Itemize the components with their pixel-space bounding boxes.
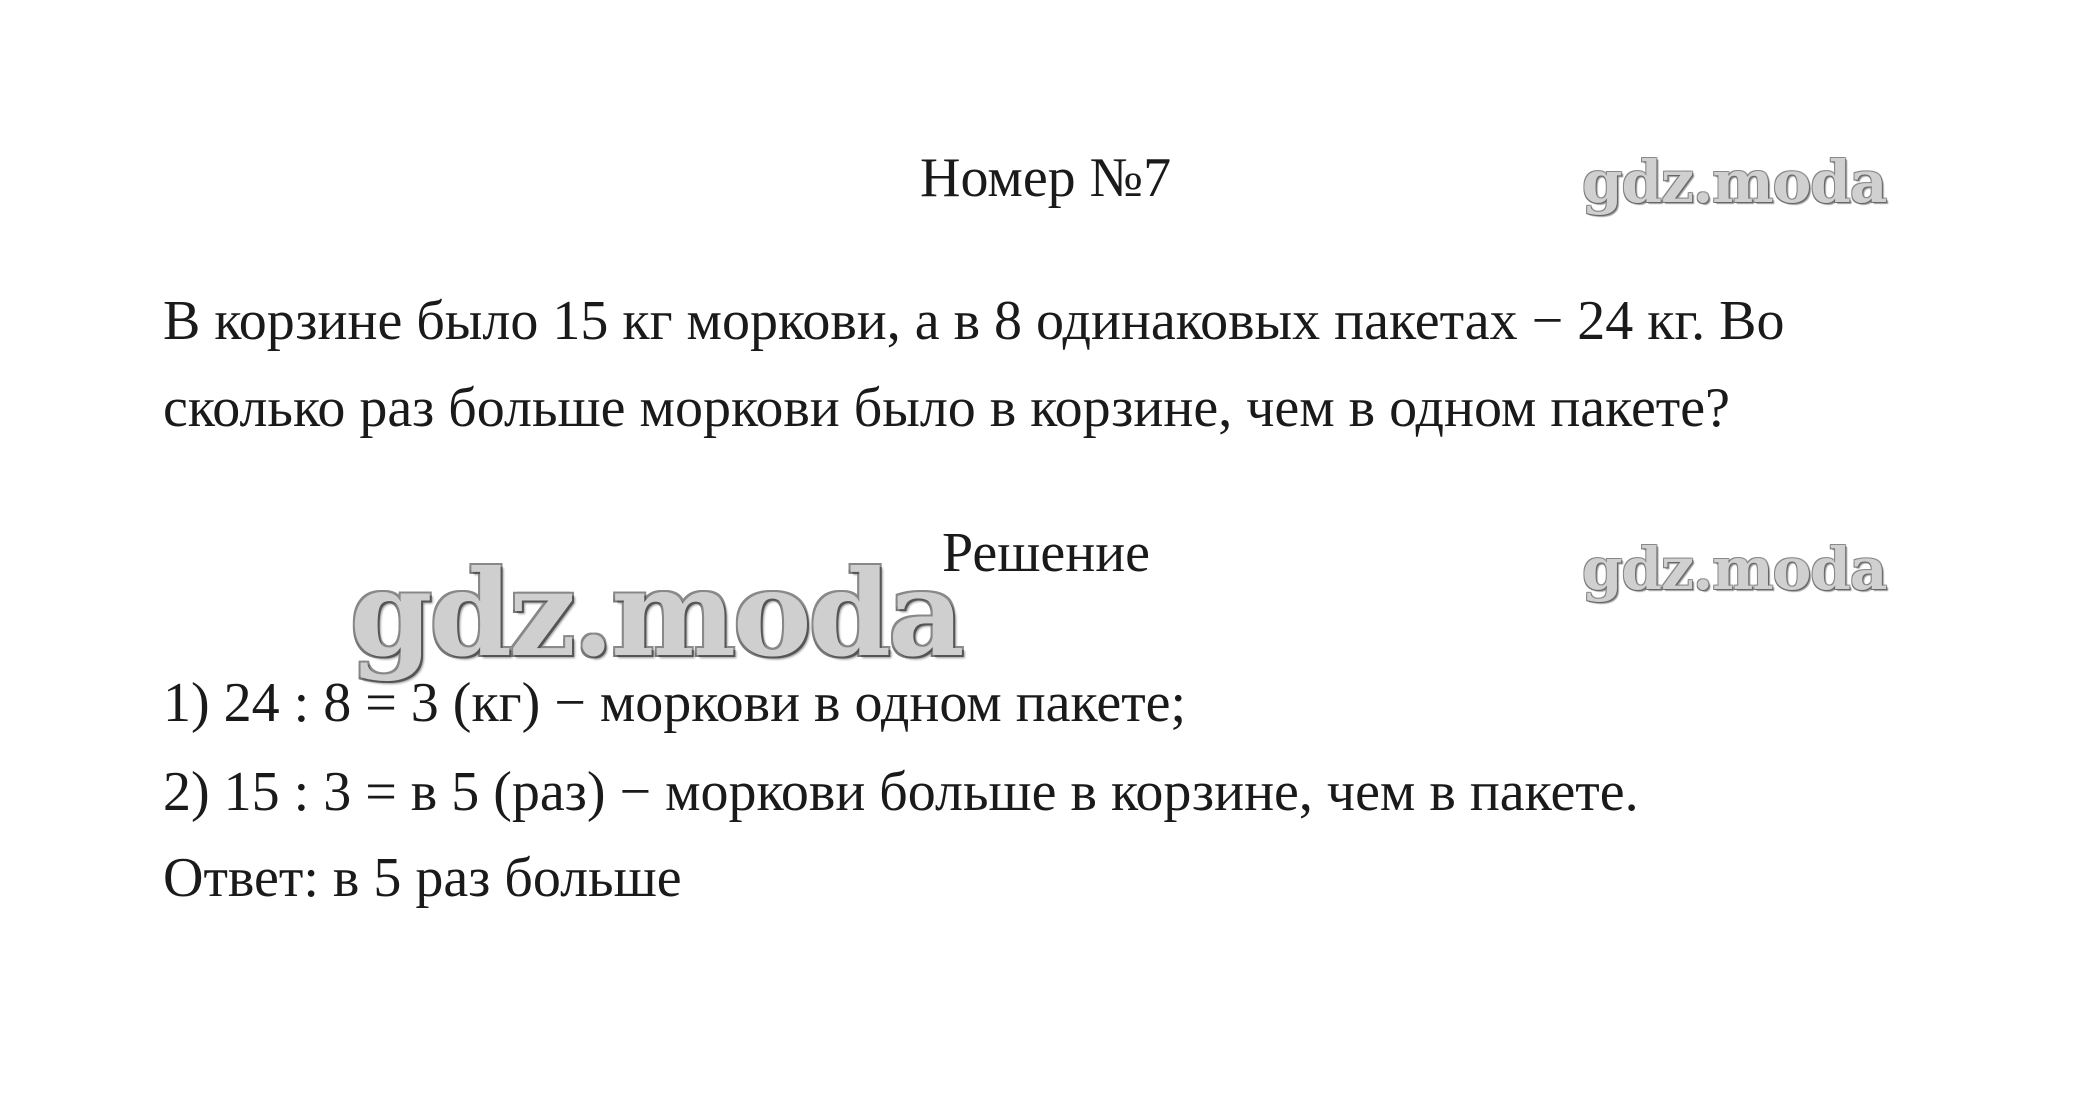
problem-number-title: Номер №7 bbox=[920, 147, 1172, 209]
solution-heading: Решение bbox=[942, 522, 1151, 584]
solution-step-2: 2) 15 : 3 = в 5 (раз) − моркови больше в корзине, чем в пакете. bbox=[163, 761, 1639, 823]
problem-text-line-1: В корзине было 15 кг моркови, а в 8 одинаковых пакетах − 24 кг. Во bbox=[163, 290, 1785, 352]
watermark-large: gdz.moda bbox=[350, 544, 962, 683]
watermark-middle-right: gdz.moda bbox=[1582, 535, 1887, 603]
problem-text-line-2: сколько раз больше моркови было в корзине, чем в одном пакете? bbox=[163, 377, 1730, 439]
solution-answer: Ответ: в 5 раз больше bbox=[163, 847, 682, 909]
watermark-top-right: gdz.moda bbox=[1582, 148, 1887, 216]
solution-step-1: 1) 24 : 8 = 3 (кг) − моркови в одном пакете; bbox=[163, 672, 1187, 734]
